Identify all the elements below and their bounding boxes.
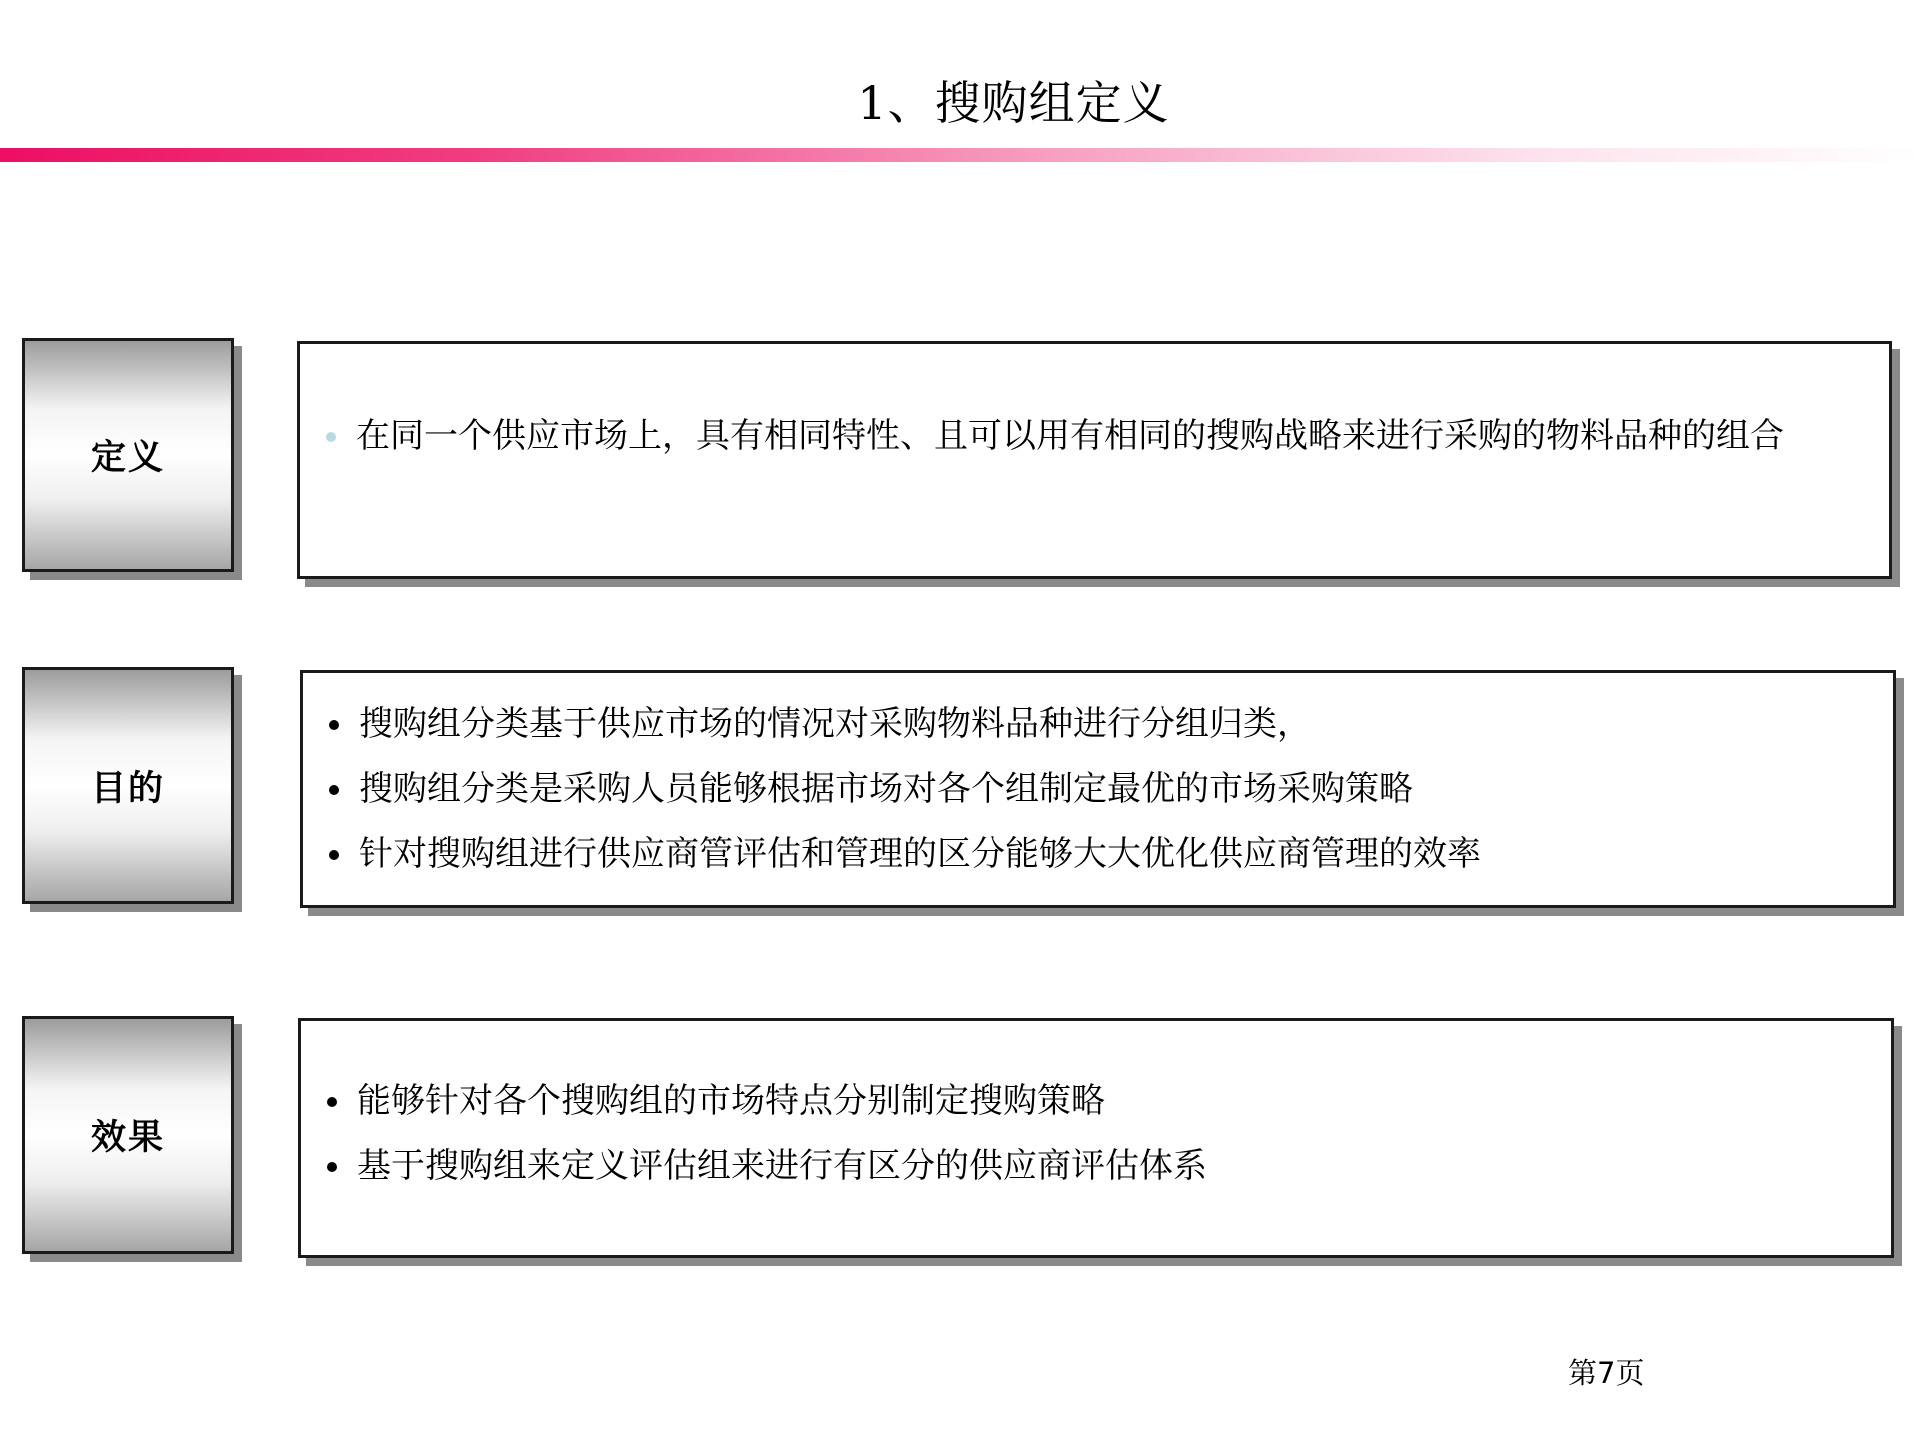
list-item [301, 1144, 1891, 1188]
section-label-effect-text: 效果 [90, 1118, 165, 1158]
title-accent-bar [0, 148, 1920, 162]
section-label-purpose [22, 667, 234, 904]
list-item [301, 1079, 1891, 1123]
list-item [300, 414, 1859, 459]
bullet-text: 在同一个供应市场上，具有相同特性、且可以用有相同的搜购战略来进行采购的物料品种的组合 [356, 416, 1784, 456]
bullet-list-purpose [303, 673, 1893, 876]
bullet-text: 针对搜购组进行供应商管评估和管理的区分能够大大优化供应商管理的效率 [359, 834, 1481, 874]
list-item [303, 832, 1893, 876]
list-item [303, 702, 1893, 746]
bullet-icon [329, 785, 339, 795]
bullet-icon [326, 432, 336, 442]
section-content-purpose [300, 670, 1896, 908]
section-label-purpose-text: 目的 [90, 768, 165, 809]
section-content-definition [297, 341, 1892, 579]
section-label-effect [22, 1016, 234, 1254]
section-label-definition-text: 定义 [90, 438, 165, 478]
bullet-icon [329, 720, 339, 730]
bullet-icon [327, 1097, 337, 1107]
section-label-definition [22, 338, 234, 572]
bullet-list-definition [300, 344, 1889, 459]
bullet-icon [329, 850, 339, 860]
bullet-text: 基于搜购组来定义评估组来进行有区分的供应商评估体系 [357, 1146, 1207, 1186]
slide-title: 1、搜购组定义 [857, 76, 1170, 130]
bullet-icon [327, 1162, 337, 1172]
section-content-effect [298, 1018, 1894, 1258]
list-item [303, 767, 1893, 811]
bullet-list-effect [301, 1021, 1891, 1188]
bullet-text: 搜购组分类基于供应市场的情况对采购物料品种进行分组归类， [359, 704, 1311, 744]
page-number: 第7页 [1568, 1356, 1645, 1390]
bullet-text: 能够针对各个搜购组的市场特点分别制定搜购策略 [357, 1081, 1105, 1121]
bullet-text: 搜购组分类是采购人员能够根据市场对各个组制定最优的市场采购策略 [359, 769, 1413, 809]
